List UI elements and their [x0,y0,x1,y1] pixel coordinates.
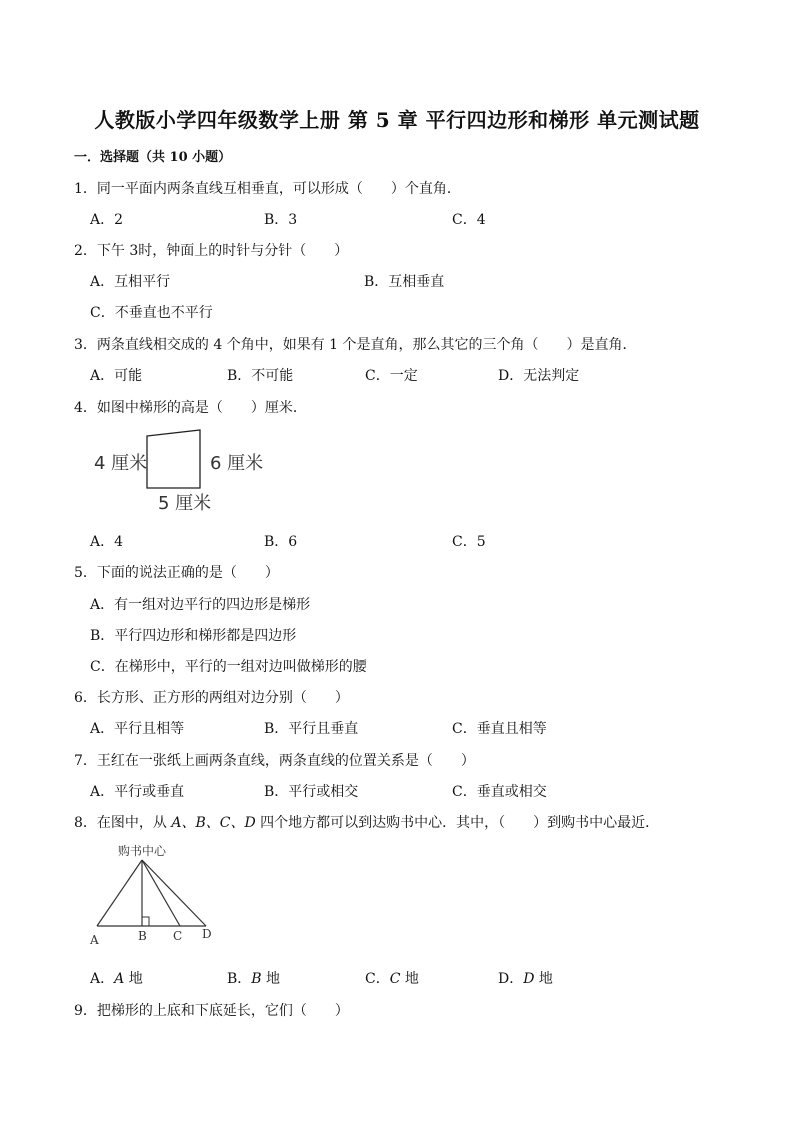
q3-option-a: A．可能 [90,368,143,384]
bookstore-triangle-figure [86,838,218,950]
q2-option-a: A．互相平行 [90,274,171,290]
q5-option-b: B．平行四边形和梯形都是四边形 [90,628,297,644]
question-6-stem: 6．长方形、正方形的两组对边分别（ ） [74,690,349,706]
q8-option-d-suffix: 地 [534,971,553,987]
q8-option-a [90,968,143,988]
q1-option-b: B．3 [264,212,298,228]
point-b-label: B [138,929,147,943]
question-7-stem: 7．王红在一张纸上画两条直线，两条直线的位置关系是（ ） [74,753,475,769]
q8-option-a-suffix: 地 [124,971,143,987]
q7-option-b: B．平行或相交 [264,784,359,800]
q2-option-b: B．互相垂直 [364,274,445,290]
question-3-stem: 3．两条直线相交成的 4 个角中，如果有 1 个是直角，那么其它的三个角（ ）是直角． [74,337,637,353]
question-1-stem: 1．同一平面内两条直线互相垂直，可以形成（ ）个直角． [74,181,461,197]
page-title: 人教版小学四年级数学上册 第 5 章 平行四边形和梯形 单元测试题 [94,108,700,132]
trapezoid-bottom-label: 5 厘米 [158,493,212,514]
q3-option-b: B．不可能 [227,368,294,384]
q2-option-c: C．不垂直也不平行 [90,305,213,321]
q6-option-a: A．平行且相等 [90,721,185,737]
q6-option-c: C．垂直且相等 [452,721,547,737]
question-2-stem: 2．下午 3时，钟面上的时针与分针（ ） [74,243,349,259]
q6-option-b: B．平行且垂直 [264,721,359,737]
q4-option-b: B．6 [264,534,298,550]
q8-option-a-prefix: A． [90,971,115,987]
q8-option-b-suffix: 地 [261,971,281,987]
q3-option-d: D．无法判定 [498,368,580,384]
q8-option-d [498,968,553,988]
q5-option-c: C．在梯形中，平行的一组对边叫做梯形的腰 [90,659,367,675]
point-d-label: D [202,927,212,941]
point-a-label: A [90,933,99,947]
q8-option-a-var: A [114,971,125,987]
q5-option-a: A．有一组对边平行的四边形是梯形 [90,597,311,613]
trapezoid-right-label: 6 厘米 [210,453,264,474]
section-heading: 一．选择题（共 10 小题） [74,150,232,165]
q4-option-a: A．4 [90,534,124,550]
question-4-stem: 4．如图中梯形的高是（ ）厘米． [74,400,307,416]
question-5-stem: 5．下面的说法正确的是（ ） [74,565,279,581]
bookstore-label: 购书中心 [118,844,167,858]
q1-option-a: A．2 [90,212,124,228]
q8-stem-suffix: 四个地方都可以到达购书中心．其中，（ ）到购书中心最近． [255,815,660,831]
q4-option-c: C．5 [452,534,486,550]
q8-stem-points: A、B、C、D [171,815,256,831]
question-9-stem: 9．把梯形的上底和下底延长，它们（ ） [74,1003,349,1019]
trapezoid-left-label: 4 厘米 [94,453,148,474]
point-c-label: C [173,929,183,943]
q8-option-b-var: B [251,971,262,987]
q8-stem-prefix: 8．在图中，从 [74,815,172,831]
q8-option-b-prefix: B． [227,971,252,987]
q7-option-a: A．平行或垂直 [90,784,185,800]
q8-option-c-prefix: C． [365,971,390,987]
q8-option-c [365,968,419,988]
question-8-stem [74,812,659,832]
q8-option-d-var: D [523,971,535,987]
q7-option-c: C．垂直或相交 [452,784,547,800]
line-to-a [97,860,142,926]
q8-option-c-var: C [389,971,401,987]
trapezoid-shape [147,430,200,488]
right-angle-mark [142,917,149,926]
q8-option-b [227,968,280,988]
q8-option-d-prefix: D． [498,971,524,987]
q8-option-c-suffix: 地 [400,971,419,987]
q3-option-c: C．一定 [365,368,418,384]
q1-option-c: C．4 [452,212,486,228]
